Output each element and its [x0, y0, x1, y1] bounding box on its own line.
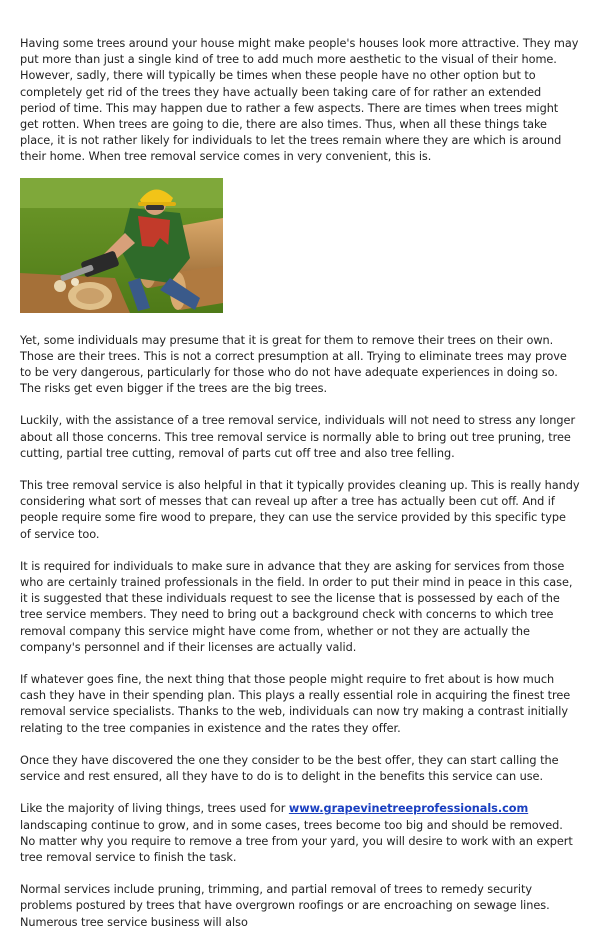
paragraph-service-assistance: Luckily, with the assistance of a tree removal service, individuals will not need to stress any longer about all those concerns. This tree removal service is normally able to bring out tree pruning, tree cutting, partial tree cutting, removal of parts cut off tree and also tree felling.: [20, 414, 576, 460]
website-link[interactable]: www.grapevinetreeprofessionals.com: [288, 802, 529, 816]
article: [20, 36, 580, 947]
paragraph-trained-professionals: It is required for individuals to make sure in advance that they are asking for services from those who are certainly trained professionals in the field. In order to put their mind in peace in this case, it is suggested that these individuals request to see the license that is possessed by each of the tree service members. They need to bring out a background check with concerns to which tree removal company this service might have come from, whether or not they are actually the company's personnel and if their licenses are actually valid.: [20, 559, 573, 654]
paragraph-cleaning-up: This tree removal service is also helpful in that it typically provides cleaning up. This is really handy considering what sort of messes that can reveal up after a tree has actually been cut off. And if people require some fire wood to prepare, they can use the service provided by this specific type of service too.: [20, 479, 580, 541]
paragraph-intro: Having some trees around your house might make people's houses look more attractive. They may put more than just a single kind of tree to add much more aesthetic to the visual of their home. However, sadly, there will typically be times when these people have no other option but to completely get rid of the trees they have actually been taking care of for rather an extended period of time. This may happen due to rather a few aspects. There are times when trees might get rotten. When trees are going to die, there are also times. Thus, when all these things take place, it is not rather likely for individuals to let the trees remain where they are which is around their home. When tree removal service comes in very convenient, this is.: [20, 37, 579, 164]
paragraph-text-start: Like the majority of living things, trees used for: [20, 802, 289, 816]
paragraph-best-offer: Once they have discovered the one they consider to be the best offer, they can start calling the service and rest ensured, all they have to do is to delight in the benefits this service can use.: [20, 753, 559, 784]
paragraph-diy-risk: Yet, some individuals may presume that it is great for them to remove their trees on their own. Those are their trees. This is not a correct presumption at all. Trying to eliminate trees may prove to be very dangerous, particularly for those who do not have adequate experiences in doing so. The risks get even bigger if the trees are the big trees.: [20, 333, 567, 396]
paragraph-normal-services: Normal services include pruning, trimming, and partial removal of trees to remedy security problems postured by trees that have overgrown roofings or are encroaching on sewage lines. Numerous tree service business will also: [20, 883, 550, 929]
paragraph-living-things: [20, 801, 580, 866]
paragraph-spending-plan: If whatever goes fine, the next thing that those people might require to fret about is how much cash they have in their spending plan. This plays a really essential role in acquiring the finest tree removal service specialists. Thanks to the web, individuals can now try making a contrast initially relating to the tree companies in existence and the rates they offer.: [20, 673, 571, 735]
paragraph-text-end: landscaping continue to grow, and in some cases, trees become too big and should be removed. No matter why you require to remove a tree from your yard, you will desire to work with an expert tree removal service to finish the task.: [20, 818, 573, 864]
lumberjack-cutting-log-photo: [20, 178, 223, 313]
